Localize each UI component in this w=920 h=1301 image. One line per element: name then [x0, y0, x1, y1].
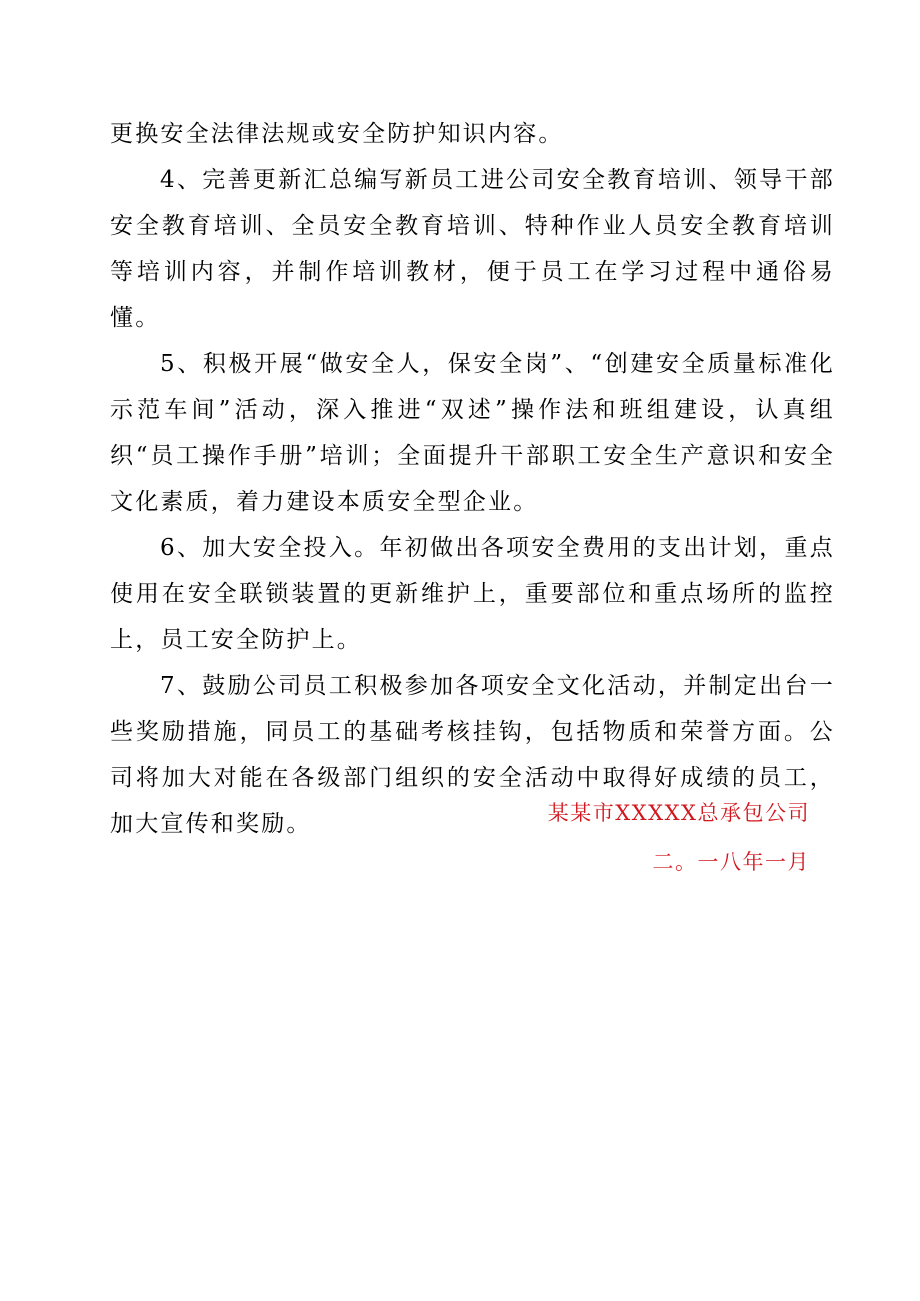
signature-organization: 某某市XXXXX总承包公司	[547, 801, 810, 825]
paragraph-item-5: 5、积极开展“做安全人，保安全岗”、“创建安全质量标准化示范车间”活动，深入推进“双述”操作法和班组建设，认真组织“员工操作手册”培训；全面提升干部职工安全生产意识和安全文化素质，着力建设本质安全型企业。	[110, 351, 835, 515]
signature-date: 二。一八年一月	[652, 850, 810, 874]
paragraph-item-4: 4、完善更新汇总编写新员工进公司安全教育培训、领导干部安全教育培训、全员安全教育培训、特种作业人员安全教育培训等培训内容，并制作培训教材，便于员工在学习过程中通俗易懂。	[110, 167, 835, 331]
paragraph-continuation: 更换安全法律法规或安全防护知识内容。	[110, 121, 564, 147]
document-body	[110, 111, 835, 847]
paragraph-item-6: 6、加大安全投入。年初做出各项安全费用的支出计划，重点使用在安全联锁装置的更新维护上，重要部位和重点场所的监控上，员工安全防护上。	[110, 535, 835, 653]
paragraph-item-7: 7、鼓励公司员工积极参加各项安全文化活动，并制定出台一些奖励措施，同员工的基础考核挂钩，包括物质和荣誉方面。公司将加大对能在各级部门组织的安全活动中取得好成绩的员工，加大宣传和奖励。	[110, 673, 835, 837]
